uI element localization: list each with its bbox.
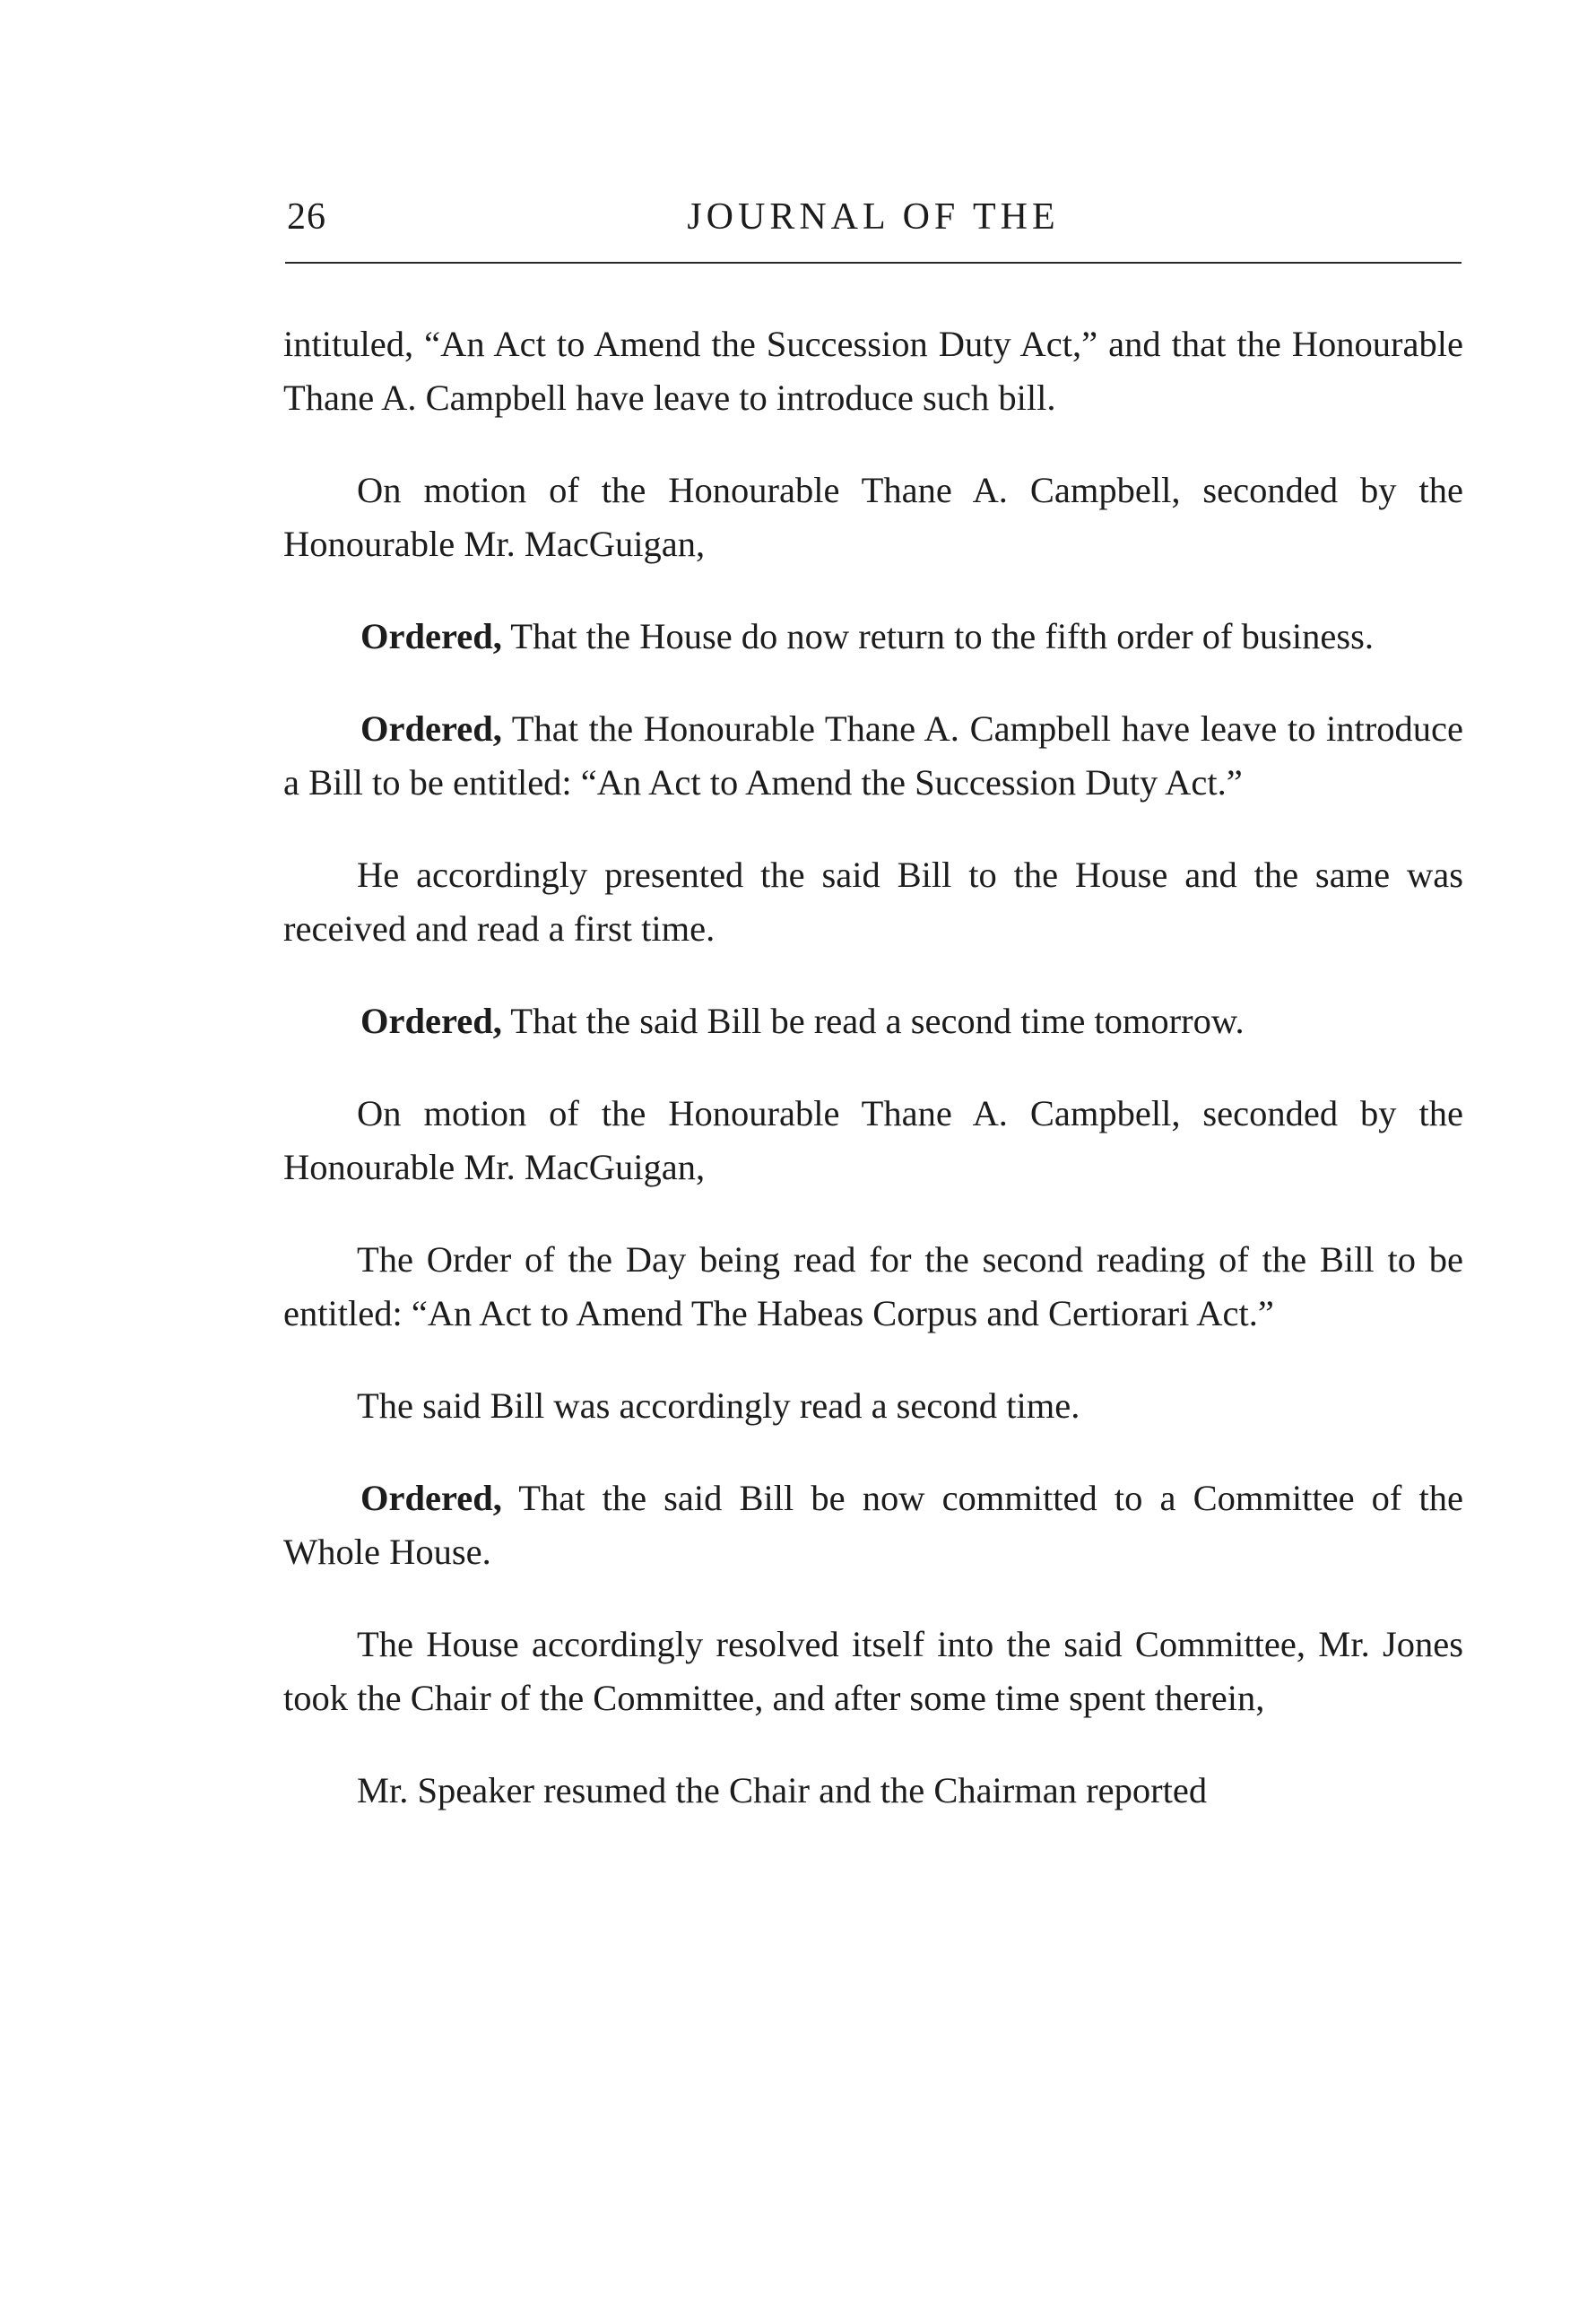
paragraph-text: On motion of the Honourable Thane A. Campbell, seconded by the Honourable Mr. MacGuigan, — [283, 470, 1463, 564]
paragraph-text: The House accordingly resolved itself into the said Committee, Mr. Jones took the Chair of the Committee, and after some time spent therein, — [283, 1624, 1463, 1718]
paragraph — [283, 702, 1463, 810]
paragraph-lead: Ordered, — [360, 616, 502, 656]
paragraph-text: He accordingly presented the said Bill to the House and the same was received and read a first time. — [283, 855, 1463, 949]
paragraph — [283, 317, 1463, 425]
running-head: JOURNAL OF THE — [687, 196, 1060, 238]
paragraph — [283, 464, 1463, 571]
paragraph — [283, 1087, 1463, 1194]
header-rule — [285, 262, 1462, 264]
paragraph — [283, 1472, 1463, 1579]
paragraph-text: That the Honourable Thane A. Campbell have leave to introduce a Bill to be entitled: “An Act to Amend the Succession Duty Act.” — [283, 708, 1463, 803]
paragraph — [283, 1379, 1463, 1433]
paragraph — [283, 610, 1463, 664]
paragraph — [283, 994, 1463, 1048]
page-header — [285, 188, 1462, 251]
paragraph — [283, 1618, 1463, 1725]
paragraph-lead: Ordered, — [360, 1478, 502, 1518]
paragraph-text: The Order of the Day being read for the second reading of the Bill to be entitled: “An Act to Amend The Habeas Corpus and Certiorari Act.” — [283, 1239, 1463, 1333]
paragraph — [283, 1764, 1463, 1818]
paragraph-text: On motion of the Honourable Thane A. Campbell, seconded by the Honourable Mr. MacGuigan, — [283, 1093, 1463, 1187]
paragraph-text: That the said Bill be read a second time tomorrow. — [501, 1001, 1245, 1041]
paragraph — [283, 848, 1463, 956]
paragraph-text: That the House do now return to the fifth order of business. — [501, 616, 1375, 656]
paragraph-lead: Ordered, — [360, 708, 502, 749]
journal-body — [283, 317, 1463, 1856]
paragraph — [283, 1233, 1463, 1341]
page-number: 26 — [287, 196, 326, 238]
paragraph-text: That the said Bill be now committed to a Committee of the Whole House. — [283, 1478, 1463, 1572]
paragraph-text: The said Bill was accordingly read a second time. — [357, 1385, 1080, 1426]
paragraph-text: intituled, “An Act to Amend the Succession Duty Act,” and that the Honourable Thane A. Campbell have leave to introduce such bill. — [283, 324, 1463, 418]
paragraph-text: Mr. Speaker resumed the Chair and the Chairman reported — [357, 1770, 1208, 1810]
paragraph-lead: Ordered, — [360, 1001, 502, 1041]
